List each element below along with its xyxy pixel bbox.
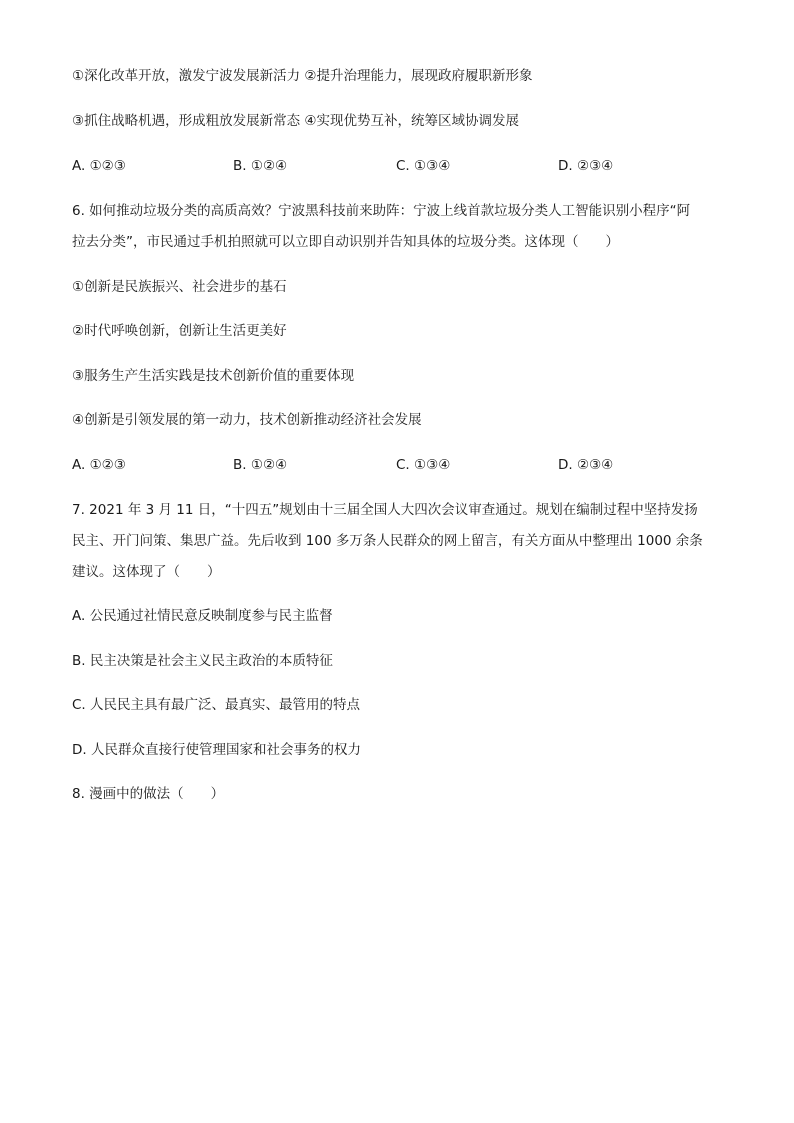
- q7-choice-d[interactable]: D. 人民群众直接行使管理国家和社会事务的权力: [72, 742, 361, 758]
- q6-stem-line-2: 拉去分类”，市民通过手机拍照就可以立即自动识别并告知具体的垃圾分类。这体现（ ）: [72, 234, 619, 250]
- q5-option-d[interactable]: D. ②③④: [558, 158, 614, 174]
- q7-choice-b[interactable]: B. 民主决策是社会主义民主政治的本质特征: [72, 653, 333, 669]
- q5-option-b[interactable]: B. ①②④: [233, 158, 288, 174]
- q6-option-b[interactable]: B. ①②④: [233, 457, 288, 473]
- q6-statement-3: ③服务生产生活实践是技术创新价值的重要体现: [72, 368, 355, 384]
- q7-choice-c[interactable]: C. 人民民主具有最广泛、最真实、最管用的特点: [72, 697, 361, 713]
- q6-statement-2: ②时代呼唤创新，创新让生活更美好: [72, 323, 287, 339]
- q6-statement-4: ④创新是引领发展的第一动力，技术创新推动经济社会发展: [72, 412, 422, 428]
- q5-options: [72, 157, 732, 175]
- q7-stem-line-3: 建议。这体现了（ ）: [72, 564, 221, 580]
- q6-statement-1: ①创新是民族振兴、社会进步的基石: [72, 279, 287, 295]
- q5-statement-1-2: ①深化改革开放，激发宁波发展新活力 ②提升治理能力，展现政府履职新形象: [72, 68, 533, 84]
- q5-statement-3-4: ③抓住战略机遇，形成粗放发展新常态 ④实现优势互补，统筹区域协调发展: [72, 113, 519, 129]
- q7-stem-line-2: 民主、开门问策、集思广益。先后收到 100 多万条人民群众的网上留言，有关方面从中整理出 1000 余条: [72, 533, 703, 549]
- q5-option-c[interactable]: C. ①③④: [396, 158, 451, 174]
- q8-stem: 8. 漫画中的做法（ ）: [72, 786, 225, 802]
- q7-choice-a[interactable]: A. 公民通过社情民意反映制度参与民主监督: [72, 608, 333, 624]
- q6-option-c[interactable]: C. ①③④: [396, 457, 451, 473]
- q6-option-a[interactable]: A. ①②③: [72, 457, 126, 473]
- q6-option-d[interactable]: D. ②③④: [558, 457, 614, 473]
- q6-stem-line-1: 6. 如何推动垃圾分类的高质高效？宁波黑科技前来助阵：宁波上线首款垃圾分类人工智能识别小程序“阿: [72, 203, 691, 219]
- q7-stem-line-1: 7. 2021 年 3 月 11 日，“十四五”规划由十三届全国人大四次会议审查通过。规划在编制过程中坚持发扬: [72, 502, 698, 518]
- q6-options: [72, 456, 732, 474]
- q5-option-a[interactable]: A. ①②③: [72, 158, 126, 174]
